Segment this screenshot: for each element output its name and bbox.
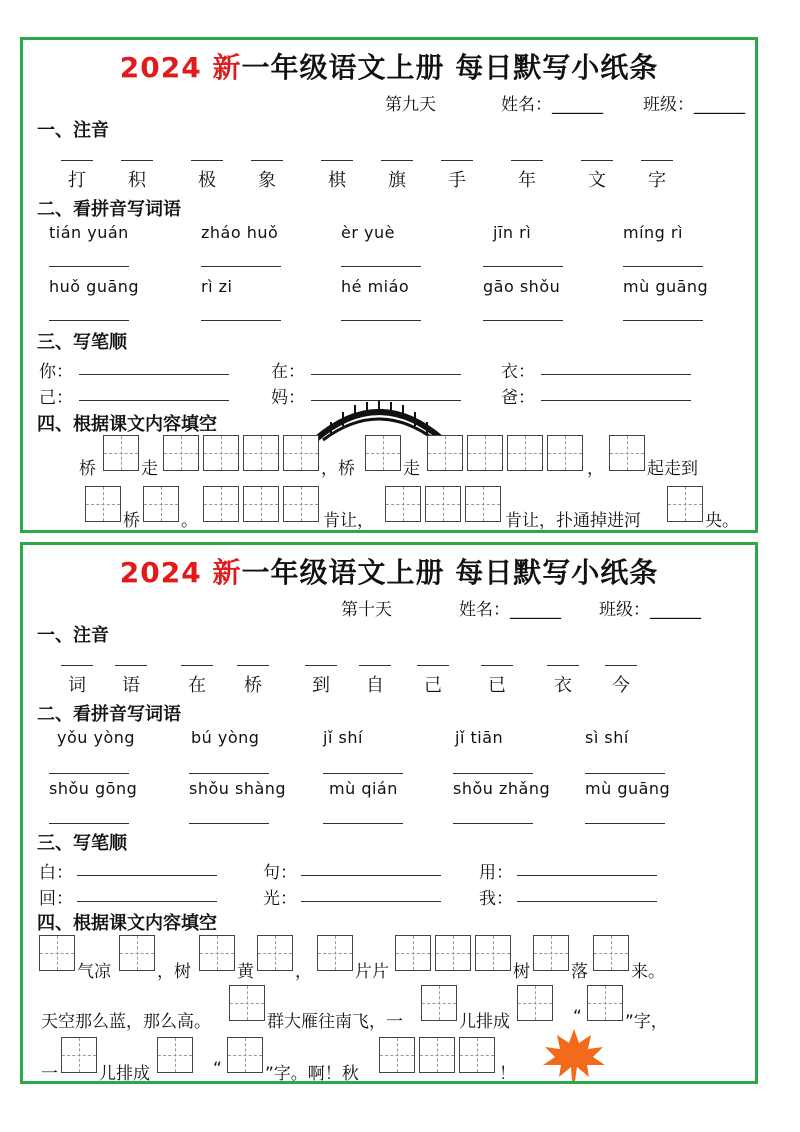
char-item: 字 xyxy=(648,170,666,191)
stroke-item: 你： xyxy=(39,362,73,382)
stroke-answer-line[interactable] xyxy=(541,374,691,375)
section-fill-blank: 四、根据课文内容填空 xyxy=(37,414,217,435)
writing-box[interactable] xyxy=(425,486,461,522)
pinyin-blank[interactable] xyxy=(321,160,353,161)
fill-text: 树 xyxy=(513,962,530,982)
char-item: 年 xyxy=(518,170,536,191)
writing-box[interactable] xyxy=(157,1037,193,1073)
fill-text: ，桥 xyxy=(321,459,355,479)
word-answer-line[interactable] xyxy=(323,773,403,774)
writing-box[interactable] xyxy=(517,985,553,1021)
fill-text: 桥 xyxy=(123,511,140,531)
word-answer-line[interactable] xyxy=(201,266,281,267)
writing-box[interactable] xyxy=(427,435,463,471)
section-pinyin-words: 二、看拼音写词语 xyxy=(37,704,181,725)
stroke-answer-line[interactable] xyxy=(301,901,441,902)
fill-text: ！ xyxy=(499,1064,516,1084)
pinyin-word: míng rì xyxy=(623,223,683,242)
writing-box[interactable] xyxy=(103,435,139,471)
writing-box[interactable] xyxy=(419,1037,455,1073)
fill-text: 一 xyxy=(41,1064,58,1084)
pinyin-word: shǒu zhǎng xyxy=(453,779,551,798)
day-label: 第十天 xyxy=(341,600,392,620)
char-item: 桥 xyxy=(244,675,262,696)
pinyin-blank[interactable] xyxy=(121,160,153,161)
pinyin-blank[interactable] xyxy=(417,665,449,666)
word-answer-line[interactable] xyxy=(453,823,533,824)
char-item: 在 xyxy=(188,675,206,696)
writing-box[interactable] xyxy=(257,935,293,971)
stroke-answer-line[interactable] xyxy=(517,875,657,876)
pinyin-blank[interactable] xyxy=(61,160,93,161)
char-item: 手 xyxy=(448,170,466,191)
stroke-answer-line[interactable] xyxy=(79,374,229,375)
stroke-answer-line[interactable] xyxy=(311,374,461,375)
stroke-answer-line[interactable] xyxy=(517,901,657,902)
char-item: 衣 xyxy=(554,675,572,696)
writing-box[interactable] xyxy=(283,486,319,522)
writing-box[interactable] xyxy=(203,486,239,522)
fill-text: ， xyxy=(587,459,604,479)
pinyin-blank[interactable] xyxy=(251,160,283,161)
fill-text: 起走到 xyxy=(647,459,698,479)
word-answer-line[interactable] xyxy=(453,773,533,774)
fill-text: 走 xyxy=(141,459,158,479)
writing-box[interactable] xyxy=(143,486,179,522)
stroke-answer-line[interactable] xyxy=(79,400,229,401)
pinyin-word: zháo huǒ xyxy=(201,223,279,242)
fill-text: 桥 xyxy=(79,459,96,479)
writing-box[interactable] xyxy=(39,935,75,971)
pinyin-blank[interactable] xyxy=(61,665,93,666)
sheet-title: 2024 新一年级语文上册 每日默写小纸条 xyxy=(119,51,659,84)
pinyin-blank[interactable] xyxy=(511,160,543,161)
pinyin-blank[interactable] xyxy=(547,665,579,666)
writing-box[interactable] xyxy=(85,486,121,522)
word-answer-line[interactable] xyxy=(49,320,129,321)
char-item: 词 xyxy=(68,675,86,696)
pinyin-blank[interactable] xyxy=(181,665,213,666)
writing-box[interactable] xyxy=(435,935,471,971)
char-item: 语 xyxy=(122,675,140,696)
writing-box[interactable] xyxy=(459,1037,495,1073)
fill-text: 走 xyxy=(403,459,420,479)
stroke-item: 己： xyxy=(39,388,73,408)
pinyin-word: mù guāng xyxy=(585,779,671,798)
fill-text: “ xyxy=(573,1007,582,1027)
pinyin-blank[interactable] xyxy=(441,160,473,161)
word-answer-line[interactable] xyxy=(623,320,703,321)
char-item: 棋 xyxy=(328,170,346,191)
pinyin-word: tián yuán xyxy=(49,223,129,242)
writing-box[interactable] xyxy=(467,435,503,471)
sheet-title: 2024 新一年级语文上册 每日默写小纸条 xyxy=(119,556,659,589)
section-fill-blank: 四、根据课文内容填空 xyxy=(37,913,217,934)
writing-box[interactable] xyxy=(317,935,353,971)
name-field: 姓名：______ xyxy=(501,95,603,115)
fill-text: ”字。啊！秋 xyxy=(265,1064,359,1084)
class-field: 班级：______ xyxy=(643,95,745,115)
writing-box[interactable] xyxy=(227,1037,263,1073)
pinyin-blank[interactable] xyxy=(115,665,147,666)
pinyin-word: jǐ tiān xyxy=(455,728,504,747)
pinyin-word: jǐ shí xyxy=(323,728,363,747)
pinyin-word: shǒu gōng xyxy=(49,779,138,798)
pinyin-word: jīn rì xyxy=(493,223,532,242)
writing-box[interactable] xyxy=(229,985,265,1021)
word-answer-line[interactable] xyxy=(201,320,281,321)
writing-box[interactable] xyxy=(243,486,279,522)
char-item: 自 xyxy=(366,675,384,696)
stroke-item: 用： xyxy=(479,863,513,883)
writing-box[interactable] xyxy=(199,935,235,971)
fill-text: 群大雁往南飞，一 xyxy=(267,1012,403,1032)
word-answer-line[interactable] xyxy=(189,773,269,774)
writing-box[interactable] xyxy=(283,435,319,471)
word-answer-line[interactable] xyxy=(585,773,665,774)
class-field: 班级：______ xyxy=(599,600,701,620)
writing-box[interactable] xyxy=(507,435,543,471)
pinyin-blank[interactable] xyxy=(359,665,391,666)
word-answer-line[interactable] xyxy=(623,266,703,267)
writing-box[interactable] xyxy=(593,935,629,971)
writing-box[interactable] xyxy=(395,935,431,971)
writing-box[interactable] xyxy=(203,435,239,471)
writing-box[interactable] xyxy=(421,985,457,1021)
writing-box[interactable] xyxy=(533,935,569,971)
stroke-item: 我： xyxy=(479,889,513,909)
section-zhuyin: 一、注音 xyxy=(37,625,109,646)
fill-text: 天空那么蓝，那么高。 xyxy=(41,1012,211,1032)
day-label: 第九天 xyxy=(385,95,436,115)
fill-text: 黄 xyxy=(237,962,254,982)
writing-box[interactable] xyxy=(243,435,279,471)
pinyin-blank[interactable] xyxy=(237,665,269,666)
char-item: 今 xyxy=(612,675,630,696)
pinyin-word: hé miáo xyxy=(341,277,410,296)
char-item: 旗 xyxy=(388,170,406,191)
fill-text: 儿排成 xyxy=(99,1064,150,1084)
pinyin-word: gāo shǒu xyxy=(483,277,561,296)
section-pinyin-words: 二、看拼音写词语 xyxy=(37,199,181,220)
word-answer-line[interactable] xyxy=(49,773,129,774)
writing-box[interactable] xyxy=(667,486,703,522)
pinyin-word: mù guāng xyxy=(623,277,709,296)
pinyin-blank[interactable] xyxy=(381,160,413,161)
fill-text: 气凉 xyxy=(77,962,111,982)
writing-box[interactable] xyxy=(379,1037,415,1073)
pinyin-blank[interactable] xyxy=(305,665,337,666)
stroke-item: 光： xyxy=(263,889,297,909)
pinyin-word: rì zi xyxy=(201,277,233,296)
fill-text: 儿排成 xyxy=(459,1012,510,1032)
fill-text: 来。 xyxy=(631,962,665,982)
stroke-item: 在： xyxy=(271,362,305,382)
char-item: 打 xyxy=(68,170,86,191)
stroke-answer-line[interactable] xyxy=(77,875,217,876)
section-stroke-order: 三、写笔顺 xyxy=(37,833,127,854)
section-stroke-order: 三、写笔顺 xyxy=(37,332,127,353)
word-answer-line[interactable] xyxy=(49,823,129,824)
pinyin-blank[interactable] xyxy=(191,160,223,161)
word-answer-line[interactable] xyxy=(585,823,665,824)
char-item: 文 xyxy=(588,170,606,191)
pinyin-blank[interactable] xyxy=(581,160,613,161)
fill-text: ， xyxy=(295,962,312,982)
word-answer-line[interactable] xyxy=(483,320,563,321)
pinyin-word: bú yòng xyxy=(191,728,260,747)
section-zhuyin: 一、注音 xyxy=(37,120,109,141)
fill-text: ，树 xyxy=(157,962,191,982)
word-answer-line[interactable] xyxy=(323,823,403,824)
char-item: 已 xyxy=(488,675,506,696)
fill-text: 片片 xyxy=(355,962,389,982)
word-answer-line[interactable] xyxy=(483,266,563,267)
stroke-item: 回： xyxy=(39,889,73,909)
word-answer-line[interactable] xyxy=(189,823,269,824)
char-item: 积 xyxy=(128,170,146,191)
fill-text: 央。 xyxy=(705,511,739,531)
writing-box[interactable] xyxy=(609,435,645,471)
stroke-item: 爸： xyxy=(501,388,535,408)
writing-box[interactable] xyxy=(385,486,421,522)
pinyin-word: èr yuè xyxy=(341,223,395,242)
writing-box[interactable] xyxy=(465,486,501,522)
writing-box[interactable] xyxy=(547,435,583,471)
writing-box[interactable] xyxy=(587,985,623,1021)
writing-box[interactable] xyxy=(163,435,199,471)
fill-text: 落 xyxy=(571,962,588,982)
stroke-item: 句： xyxy=(263,863,297,883)
word-answer-line[interactable] xyxy=(341,320,421,321)
pinyin-blank[interactable] xyxy=(605,665,637,666)
pinyin-word: mù qián xyxy=(329,779,398,798)
writing-box[interactable] xyxy=(365,435,401,471)
writing-box[interactable] xyxy=(119,935,155,971)
stroke-answer-line[interactable] xyxy=(541,400,691,401)
pinyin-word: yǒu yòng xyxy=(57,728,136,747)
writing-box[interactable] xyxy=(61,1037,97,1073)
fill-text: ”字， xyxy=(625,1012,668,1032)
pinyin-blank[interactable] xyxy=(481,665,513,666)
maple-leaf-icon xyxy=(539,1025,609,1083)
name-field: 姓名：______ xyxy=(459,600,561,620)
stroke-answer-line[interactable] xyxy=(301,875,441,876)
stroke-item: 妈： xyxy=(271,388,305,408)
worksheet-day-10 xyxy=(20,542,758,1084)
char-item: 到 xyxy=(312,675,330,696)
stroke-item: 衣： xyxy=(501,362,535,382)
pinyin-word: sì shí xyxy=(585,728,629,747)
pinyin-word: shǒu shàng xyxy=(189,779,287,798)
word-answer-line[interactable] xyxy=(341,266,421,267)
fill-text: 肯让，扑通掉进河 xyxy=(505,511,641,531)
pinyin-blank[interactable] xyxy=(641,160,673,161)
char-item: 极 xyxy=(198,170,216,191)
fill-text: 肯让， xyxy=(323,511,374,531)
fill-text: 。 xyxy=(181,511,198,531)
pinyin-word: huǒ guāng xyxy=(49,277,140,296)
fill-text: “ xyxy=(213,1059,222,1079)
char-item: 己 xyxy=(424,675,442,696)
char-item: 象 xyxy=(258,170,276,191)
stroke-answer-line[interactable] xyxy=(77,901,217,902)
worksheet-day-9 xyxy=(20,37,758,533)
stroke-item: 白： xyxy=(39,863,73,883)
writing-box[interactable] xyxy=(475,935,511,971)
word-answer-line[interactable] xyxy=(49,266,129,267)
